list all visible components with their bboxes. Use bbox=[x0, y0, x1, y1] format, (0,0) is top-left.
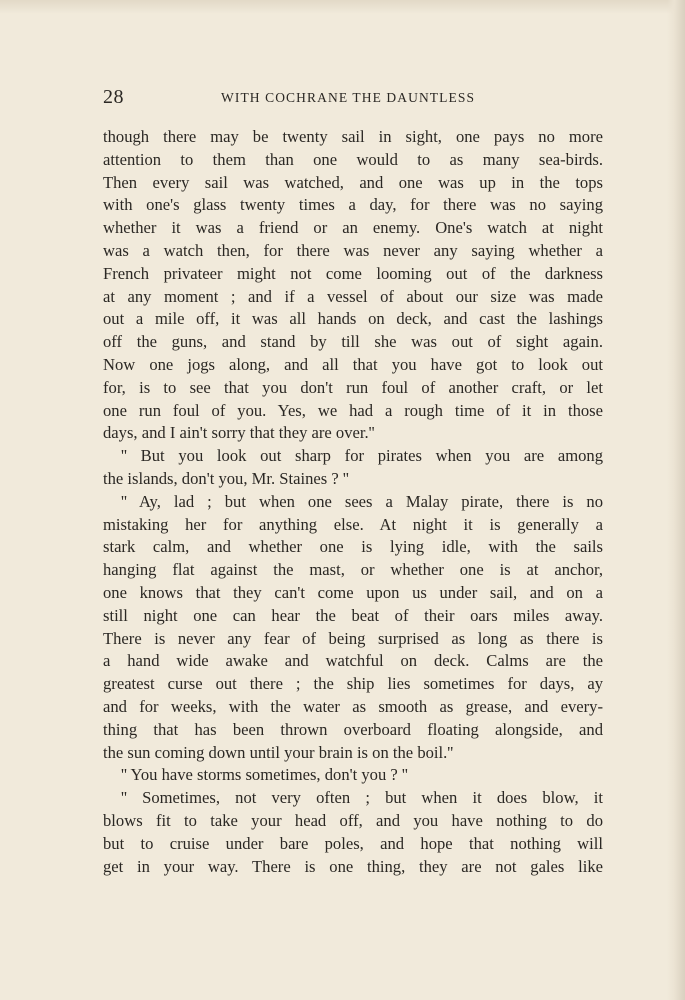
page-right-shadow bbox=[667, 0, 685, 1000]
text-line: off the guns, and stand by till she was out of sight again. bbox=[103, 332, 603, 352]
text-line: There is never any fear of being surprised as long as there is bbox=[103, 628, 603, 648]
text-line: '' Ay, lad ; but when one sees a Malay pirate, there is no bbox=[121, 491, 603, 511]
text-line: thing that has been thrown overboard floating alongside, and bbox=[103, 719, 603, 739]
page-number: 28 bbox=[103, 86, 124, 108]
text-line: the sun coming down until your brain is on the boil.'' bbox=[103, 742, 454, 762]
text-line: French privateer might not come looming out of the darkness bbox=[103, 263, 603, 283]
text-line: get in your way. There is one thing, they are not gales like bbox=[103, 856, 603, 876]
running-title: WITH COCHRANE THE DAUNTLESS bbox=[221, 90, 476, 105]
text-line: for, is to see that you don't run foul of another craft, or let bbox=[103, 377, 603, 397]
text-line: mistaking her for anything else. At night it is generally a bbox=[103, 514, 603, 534]
text-line: whether it was a friend or an enemy. One's watch at night bbox=[103, 218, 603, 238]
text-line: was a watch then, for there was never any saying whether a bbox=[103, 240, 603, 260]
text-line: one run foul of you. Yes, we had a rough time of it in those bbox=[103, 400, 603, 420]
page-top-shadow bbox=[0, 0, 685, 14]
text-line: '' Sometimes, not very often ; but when it does blow, it bbox=[121, 788, 603, 808]
text-line: days, and I ain't sorry that they are over.'' bbox=[103, 423, 375, 443]
text-line: out a mile off, it was all hands on deck, and cast the lashings bbox=[103, 309, 603, 329]
running-head bbox=[103, 84, 603, 110]
text-line: hanging flat against the mast, or whether one is at anchor, bbox=[103, 560, 603, 580]
text-line: but to cruise under bare poles, and hope that nothing will bbox=[103, 833, 603, 853]
text-line: the islands, don't you, Mr. Staines ? '' bbox=[103, 468, 349, 488]
text-line: one knows that they can't come upon us under sail, and on a bbox=[103, 582, 603, 602]
text-line: Now one jogs along, and all that you have got to look out bbox=[103, 354, 603, 374]
text-line: with one's glass twenty times a day, for there was no saying bbox=[103, 195, 603, 215]
text-line: and for weeks, with the water as smooth as grease, and every- bbox=[103, 696, 603, 716]
text-line: stark calm, and whether one is lying idle, with the sails bbox=[103, 537, 603, 557]
body-text bbox=[103, 126, 603, 878]
text-line: Then every sail was watched, and one was up in the tops bbox=[103, 172, 603, 192]
text-line: attention to them than one would to as many sea-birds. bbox=[103, 149, 603, 169]
text-line: '' You have storms sometimes, don't you ? '' bbox=[121, 765, 408, 785]
text-line: blows fit to take your head off, and you have nothing to do bbox=[103, 810, 603, 830]
text-line: still night one can hear the beat of their oars miles away. bbox=[103, 605, 603, 625]
text-line: at any moment ; and if a vessel of about our size was made bbox=[103, 286, 603, 306]
text-line: '' But you look out sharp for pirates when you are among bbox=[121, 446, 603, 466]
text-line: a hand wide awake and watchful on deck. Calms are the bbox=[103, 651, 603, 671]
text-line: greatest curse out there ; the ship lies sometimes for days, ay bbox=[103, 674, 603, 694]
text-line: though there may be twenty sail in sight, one pays no more bbox=[103, 127, 603, 146]
